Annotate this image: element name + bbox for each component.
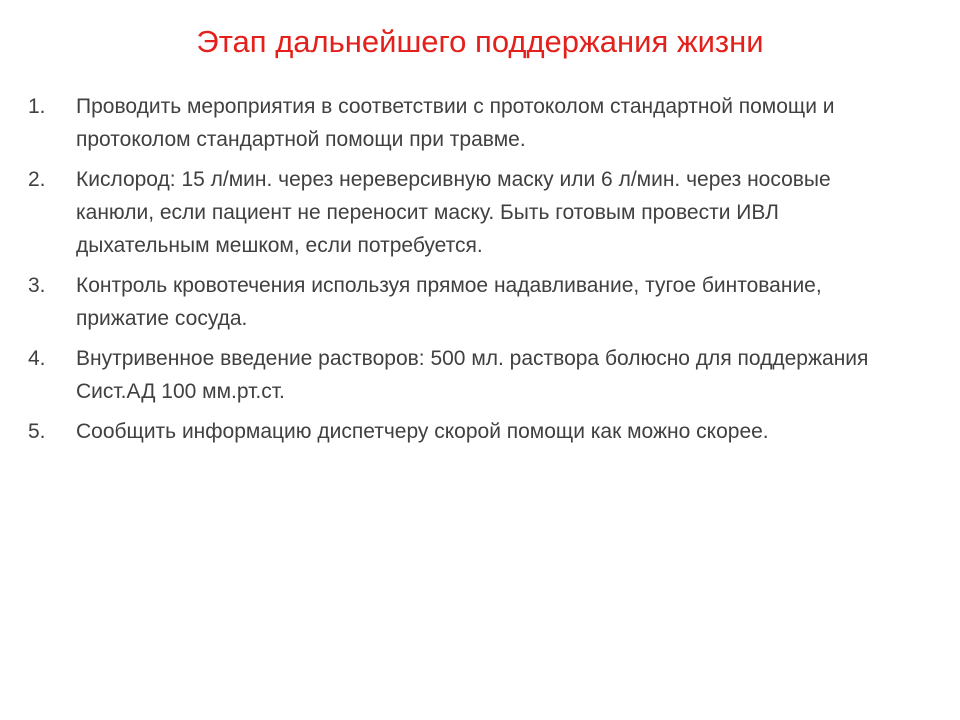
list-item-text: Контроль кровотечения используя прямое надавливание, тугое бинтование, прижатие сосуда. bbox=[76, 274, 822, 330]
list-item-number: 3. bbox=[28, 274, 46, 297]
list-item-text: Кислород: 15 л/мин. через нереверсивную маску или 6 л/мин. через носовые канюли, если пациент не переносит маску. Быть готовым провести ИВЛ дыхательным мешком, если потребуется. bbox=[76, 168, 831, 257]
list-item bbox=[28, 90, 908, 156]
list-item-text: Проводить мероприятия в соответствии с протоколом стандартной помощи и протоколом стандартной помощи при травме. bbox=[76, 95, 835, 151]
numbered-list bbox=[28, 90, 908, 448]
list-item-number: 2. bbox=[28, 168, 46, 191]
slide-title: Этап дальнейшего поддержания жизни bbox=[196, 24, 764, 59]
list-item bbox=[28, 342, 908, 408]
list-item-number: 1. bbox=[28, 95, 46, 118]
list-item bbox=[28, 269, 908, 335]
list-item-number: 4. bbox=[28, 347, 46, 370]
list-item bbox=[28, 163, 908, 262]
list-item-text: Внутривенное введение растворов: 500 мл. раствора болюсно для поддержания Сист.АД 100 мм.рт.ст. bbox=[76, 347, 869, 403]
list-item-number: 5. bbox=[28, 420, 46, 443]
list-item-text: Сообщить информацию диспетчеру скорой помощи как можно скорее. bbox=[76, 420, 769, 443]
slide-content bbox=[28, 90, 908, 455]
list-item bbox=[28, 415, 908, 448]
